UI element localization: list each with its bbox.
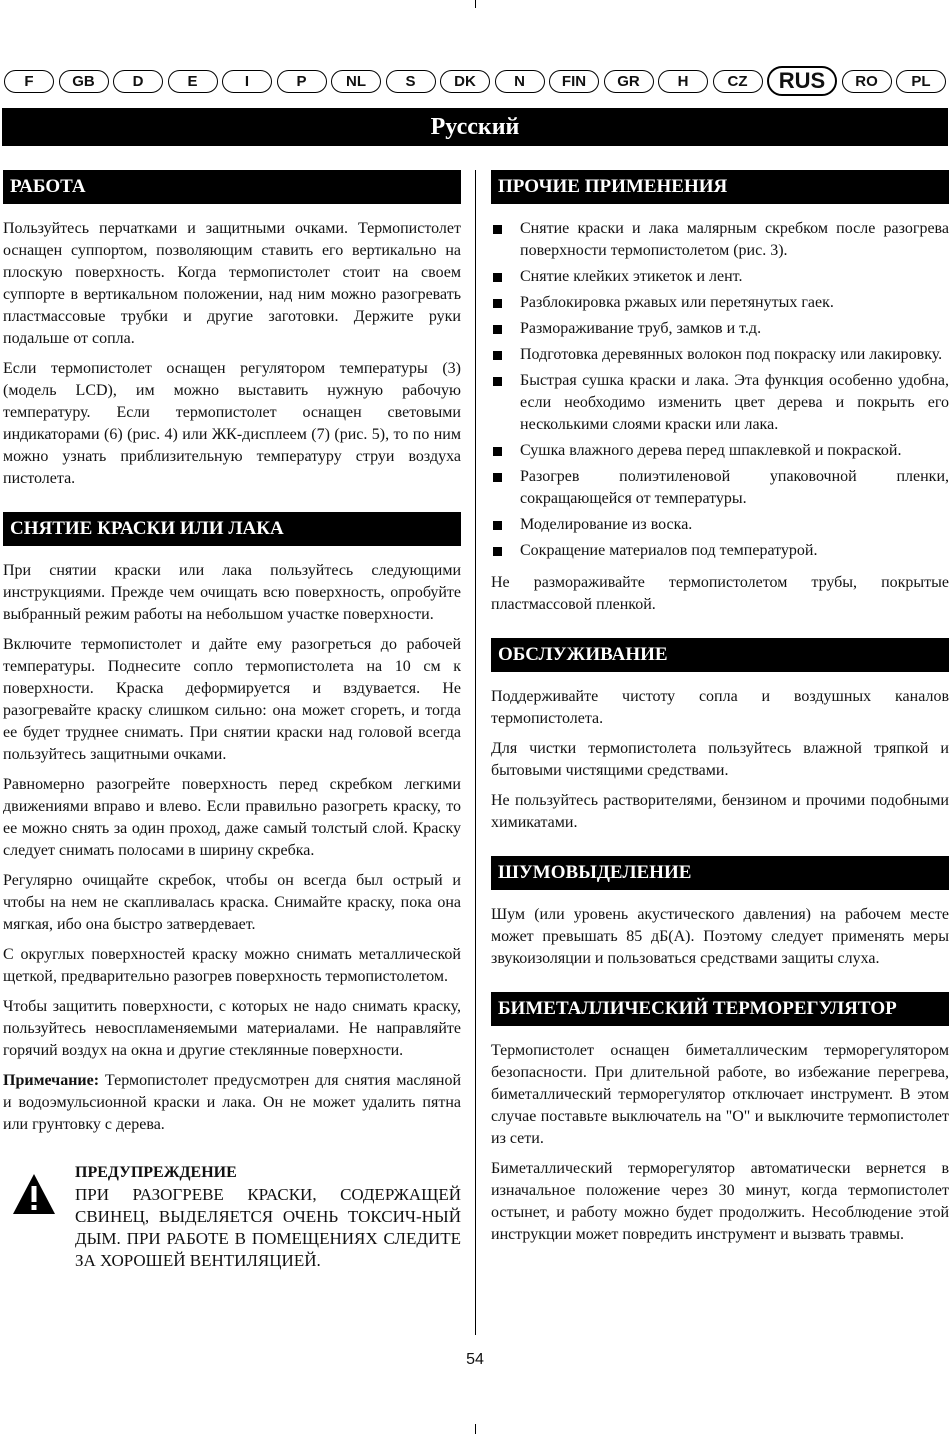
lang-tab-fin[interactable]: FIN: [549, 70, 599, 93]
lang-tab-gr[interactable]: GR: [604, 70, 654, 93]
lang-tab-s[interactable]: S: [386, 70, 436, 93]
section-heading-noise: ШУМОВЫДЕЛЕНИЕ: [491, 856, 949, 890]
note-text: Термопистолет предусмотрен для снятия масляной и водоэмульсионной краски и лака. Он не может удалить пятна или грунтовку с дерева.: [3, 1072, 461, 1133]
lang-tab-rus[interactable]: RUS: [767, 66, 837, 96]
lang-tab-p[interactable]: P: [277, 70, 327, 93]
warning-body: ПРИ РАЗОГРЕВЕ КРАСКИ, СОДЕРЖАЩЕЙ СВИНЕЦ, ВЫДЕЛЯЕТСЯ ОЧЕНЬ ТОКСИЧ-НЫЙ ДЫМ. ПРИ РАБОТЕ В ПОМЕЩЕНИЯХ СЛЕДИТЕ ЗА ХОРОШЕЙ ВЕНТИЛЯЦИЕЙ.: [75, 1185, 461, 1270]
paragraph: Чтобы защитить поверхности, с которых не надо снимать краску, пользуйтесь невоспламеняемыми материалами. Не направляйте горячий воздух на окна и другие стеклянные поверхности.: [3, 998, 461, 1059]
list-item: Разогрев полиэтиленовой упаковочной пленки, сокращающейся от температуры.: [491, 466, 949, 510]
bullet-square-icon: [493, 547, 502, 556]
lang-tab-e[interactable]: E: [168, 70, 218, 93]
bullet-square-icon: [493, 225, 502, 234]
lang-tab-i[interactable]: I: [222, 70, 272, 93]
list-item: Быстрая сушка краски и лака. Эта функция особенно удобна, если необходимо изменить цвет дерева и покрыть его несколькими слоями краски или лака.: [491, 370, 949, 436]
left-column: [3, 170, 461, 1272]
language-banner: Русский: [2, 108, 948, 146]
paragraph: Включите термопистолет и дайте ему разогреться до рабочей температуры. Поднесите сопло термопистолета на 10 см к поверхности. Краска деформируется и вздувается. Не разогревайте краску слишком сильно: она может сгореть, и тогда ее будет труднее снимать. При снятии краски над головой всегда пользуйтесь защитными очками.: [3, 636, 461, 763]
other-uses-list: [491, 218, 949, 562]
paragraph: Термопистолет оснащен биметаллическим терморегулятором безопасности. При длительной работе, во избежание перегрева, биметаллический терморегулятор отключает инструмент. В этом случае поставьте выключатель на "O" и выключите термопистолет из сети.: [491, 1042, 949, 1147]
lang-tab-h[interactable]: H: [658, 70, 708, 93]
crop-mark-bottom: [475, 1424, 476, 1434]
note-label: Примечание:: [3, 1072, 100, 1089]
lang-tab-gb[interactable]: GB: [59, 70, 109, 93]
lang-tab-pl[interactable]: PL: [896, 70, 946, 93]
list-item: Сушка влажного дерева перед шпаклевкой и покраской.: [491, 440, 949, 462]
warning-block: [3, 1162, 461, 1272]
bullet-square-icon: [493, 473, 502, 482]
list-item: Размораживание труб, замков и т.д.: [491, 318, 949, 340]
lang-tab-dk[interactable]: DK: [440, 70, 490, 93]
lang-tab-cz[interactable]: CZ: [713, 70, 763, 93]
column-divider: [475, 170, 476, 1335]
bullet-square-icon: [493, 447, 502, 456]
list-item: Снятие клейких этикеток и лент.: [491, 266, 949, 288]
list-item: Разблокировка ржавых или перетянутых гаек.: [491, 292, 949, 314]
note-paragraph: [3, 1070, 461, 1136]
section-heading-other-uses: ПРОЧИЕ ПРИМЕНЕНИЯ: [491, 170, 949, 204]
paragraph: Регулярно очищайте скребок, чтобы он всегда был острый и чтобы на нем не скапливалась краска. Снимайте краску, пока она мягкая, ибо она быстро затвердевает.: [3, 872, 461, 933]
paragraph: С округлых поверхностей краску можно снимать металлической щеткой, предварительно разогрев поверхность термопистолетом.: [3, 946, 461, 985]
bullet-square-icon: [493, 325, 502, 334]
language-selector: [4, 66, 946, 96]
paragraph: Не пользуйтесь растворителями, бензином и прочими подобными химикатами.: [491, 792, 949, 831]
section-heading-bimetal-regulator: БИМЕТАЛЛИЧЕСКИЙ ТЕРМОРЕГУЛЯТОР: [491, 992, 949, 1026]
bullet-square-icon: [493, 377, 502, 386]
lang-tab-d[interactable]: D: [113, 70, 163, 93]
paragraph: Шум (или уровень акустического давления) на рабочем месте может превышать 85 дБ(A). Поэтому следует применять меры звукоизоляции и пользоваться средствами защиты слуха.: [491, 906, 949, 967]
paragraph: Не размораживайте термопистолетом трубы, покрытые пластмассовой пленкой.: [491, 574, 949, 613]
list-item: Подготовка деревянных волокон под покраску или лакировку.: [491, 344, 949, 366]
paragraph: Равномерно разогрейте поверхность перед скребком легкими движениями вправо и влево. Если правильно разогреть краску, то ее можно снять за один проход, даже самый толстый слой. Краску следует снимать полосами в ширину скребка.: [3, 776, 461, 859]
list-item: Снятие краски и лака малярным скребком после разогрева поверхности термопистолетом (рис. 3).: [491, 218, 949, 262]
paragraph: Поддерживайте чистоту сопла и воздушных каналов термопистолета.: [491, 688, 949, 727]
bullet-square-icon: [493, 521, 502, 530]
section-heading-paint-removal: СНЯТИЕ КРАСКИ ИЛИ ЛАКА: [3, 512, 461, 546]
lang-tab-f[interactable]: F: [4, 70, 54, 93]
warning-triangle-icon: [11, 1172, 57, 1216]
warning-title: ПРЕДУПРЕЖДЕНИЕ: [75, 1164, 237, 1181]
bullet-square-icon: [493, 351, 502, 360]
paragraph: Биметаллический терморегулятор автоматически вернется в изначальное положение через 30 минут, когда термопистолет остынет, и работу можно будет продолжить. Несоблюдение этой инструкции может повредить инструмент и вызвать травмы.: [491, 1160, 949, 1243]
lang-tab-n[interactable]: N: [495, 70, 545, 93]
crop-mark-top: [475, 0, 476, 8]
section-heading-work: РАБОТА: [3, 170, 461, 204]
page-number: 54: [466, 1351, 484, 1368]
paragraph: При снятии краски или лака пользуйтесь следующими инструкциями. Прежде чем очищать всю поверхность, опробуйте выбранный режим работы на небольшом участке поверхности.: [3, 562, 461, 623]
paragraph: Если термопистолет оснащен регулятором температуры (3) (модель LCD), им можно выставить нужную рабочую температуру. Если термопистолет оснащен световыми индикаторами (6) (рис. 4) или ЖК-дисплеем (7) (рис. 5), то по ним можно узнать приблизительную температуру струи воздуха пистолета.: [3, 360, 461, 487]
paragraph: Пользуйтесь перчатками и защитными очками. Термопистолет оснащен суппортом, позволяющим ставить его вертикально на плоскую поверхность. Когда термопистолет стоит на своем суппорте в вертикальном положении, над ним можно разогревать пластмассовые трубки и другие заготовки. Держите руки подальше от сопла.: [3, 220, 461, 347]
section-heading-maintenance: ОБСЛУЖИВАНИЕ: [491, 638, 949, 672]
bullet-square-icon: [493, 299, 502, 308]
right-column: [491, 170, 949, 1254]
list-item: Сокращение материалов под температурой.: [491, 540, 949, 562]
lang-tab-nl[interactable]: NL: [331, 70, 381, 93]
lang-tab-ro[interactable]: RO: [842, 70, 892, 93]
paragraph: Для чистки термопистолета пользуйтесь влажной тряпкой и бытовыми чистящими средствами.: [491, 740, 949, 779]
list-item: Моделирование из воска.: [491, 514, 949, 536]
bullet-square-icon: [493, 273, 502, 282]
